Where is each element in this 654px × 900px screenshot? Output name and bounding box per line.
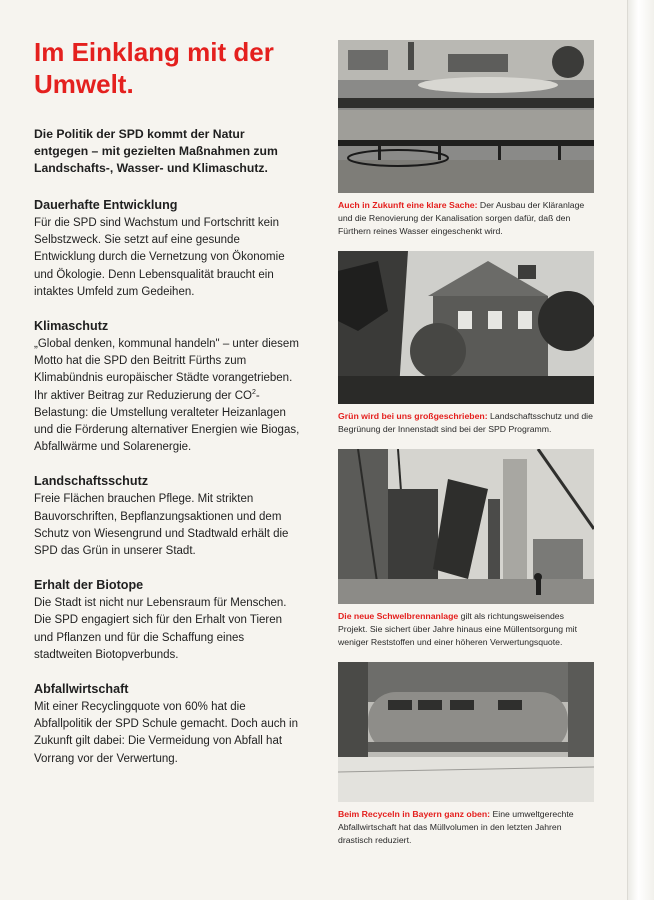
section-title: Dauerhafte Entwicklung <box>34 198 178 212</box>
construction-image <box>338 449 594 604</box>
section-title: Erhalt der Biotope <box>34 578 144 593</box>
section-landschaftsschutz <box>34 473 300 560</box>
caption-sewage-plant <box>338 199 594 238</box>
intro-paragraph: Die Politik der SPD kommt der Natur entgegen – mit gezielten Maßnahmen zum Landschafts-, Wasser- und Klimaschutz. <box>34 127 278 175</box>
text-after: -Belastung: die Umstellung veralteter Heizanlagen und die Förderung alternativer Energien wie Biogas, Abfallwärme und Solarenergie. <box>34 389 300 454</box>
caption-lead: Beim Recyceln in Bayern ganz oben: <box>338 809 491 819</box>
caption-green-house <box>338 410 594 436</box>
section-title: Klimaschutz <box>34 319 109 334</box>
section-erhalt-der-biotope <box>34 577 300 664</box>
photo-recycling-containers <box>338 662 594 802</box>
section-text: Die Stadt ist nicht nur Lebensraum für Menschen. Die SPD engagiert sich für den Erhalt von Tieren und Pflanzen und für die Schaffung eines stadtweiten Biotopverbunds. <box>34 597 287 661</box>
section-klimaschutz <box>34 318 300 456</box>
caption-text: Der Ausbau der Kläranlage und die Renovierung der Kanalisation sorgen dafür, daß den Fürthern reines Wasser eingeschenkt wird. <box>338 200 585 236</box>
section-text <box>34 336 300 456</box>
caption-text: Eine umweltgerechte Abfallwirtschaft hat das Müllvolumen in den letzten Jahren drastisch reduziert. <box>338 809 574 845</box>
section-title: Landschaftsschutz <box>34 474 149 489</box>
caption-lead: Grün wird bei uns großgeschrieben: <box>338 411 488 421</box>
photo-sewage-plant <box>338 40 594 193</box>
section-abfallwirtschaft <box>34 681 300 768</box>
section-text: Für die SPD sind Wachstum und Fortschritt kein Selbstzweck. Sie setzt auf eine gesunde Entwicklung durch die Vernetzung von Ökonomie und Ökologie. Denn Lebensqualität braucht ein intaktes Umfeld zum Gedeihen. <box>34 217 285 298</box>
page-edge-shadow <box>627 0 654 900</box>
photo-green-house <box>338 251 594 404</box>
caption-lead: Die neue Schwelbrennanlage <box>338 611 459 621</box>
green-house-image <box>338 251 594 404</box>
text-before: „Global denken, kommunal handeln" – unter diesem Motto hat die SPD den Beitritt Fürths zum Klimabündnis europäischer Städte vorangetrieben. Ihr aktiver Beitrag zur Reduzierung der CO <box>34 338 299 402</box>
co2-subscript: 2 <box>251 388 256 396</box>
recycling-containers-image <box>338 662 594 802</box>
photo-column <box>338 40 594 847</box>
caption-lead: Auch in Zukunft eine klare Sache: <box>338 200 478 210</box>
caption-construction <box>338 610 594 649</box>
page-title: Im Einklang mit der Umwelt. <box>34 37 274 99</box>
photo-construction <box>338 449 594 604</box>
caption-text: gilt als richtungsweisendes Projekt. Sie sichert über Jahre hinaus eine Müllentsorgung mit weniger Reststoffen und einer höheren Verwertungsquote. <box>338 611 578 647</box>
sewage-plant-image <box>338 40 594 193</box>
section-text: Mit einer Recyclingquote von 60% hat die Abfallpolitik der SPD Schule gemacht. Doch auch in Zukunft gilt dabei: Die Vermeidung von Abfall hat Vorrang vor der Verwertung. <box>34 701 299 765</box>
text-column <box>34 36 300 785</box>
section-dauerhafte-entwicklung <box>34 197 300 301</box>
caption-recycling <box>338 808 594 847</box>
caption-text: Landschaftsschutz und die Begrünung der Innenstadt sind bei der SPD Programm. <box>338 411 593 434</box>
section-text: Freie Flächen brauchen Pflege. Mit strikten Bauvorschriften, Bepflanzungsaktionen und dem Schutz von Wiesengrund und Stadtwald erhält die SPD das Grün in unserer Stadt. <box>34 493 289 558</box>
section-title: Abfallwirtschaft <box>34 682 129 697</box>
